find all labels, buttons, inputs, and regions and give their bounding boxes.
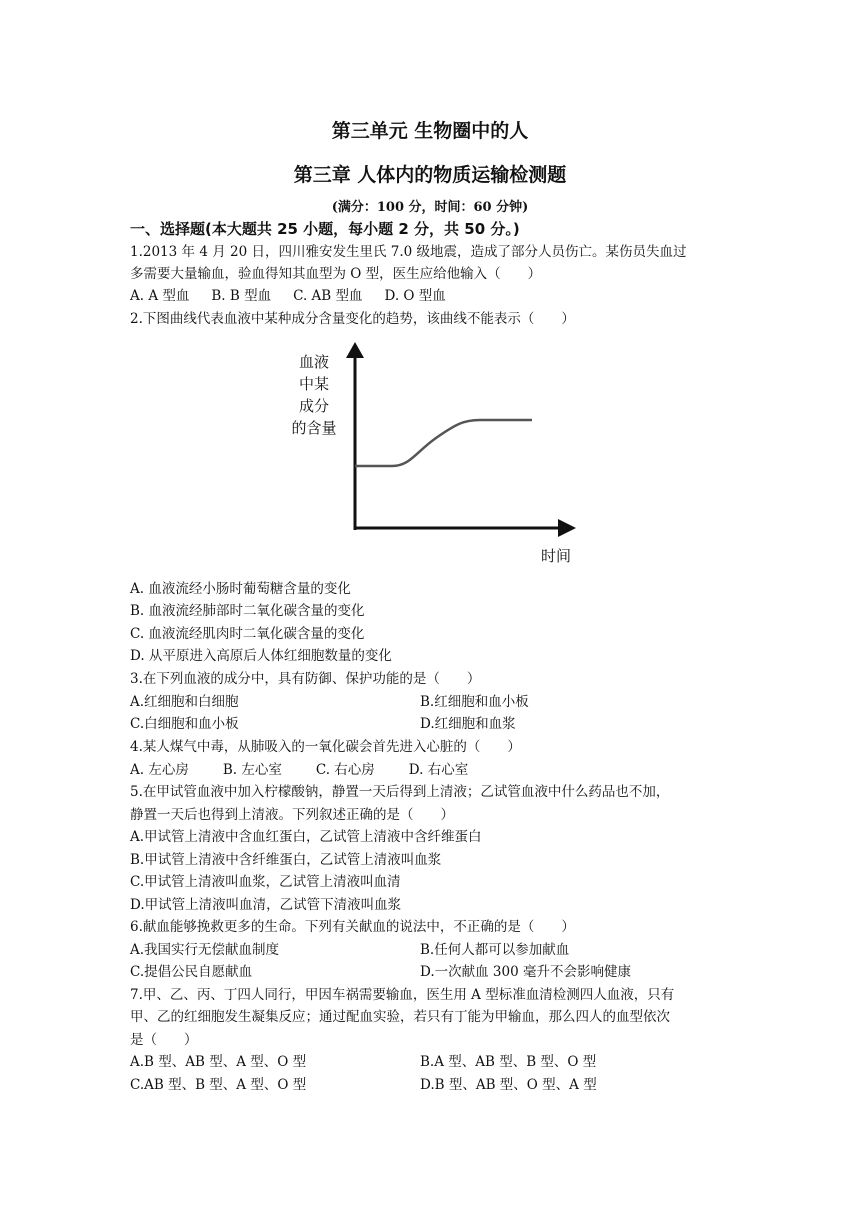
trend-curve	[355, 420, 532, 466]
q7-stem-line2: 甲、乙的红细胞发生凝集反应；通过配血实验，若只有丁能为甲输血，那么四人的血型依次	[130, 1009, 670, 1025]
x-label: 时间	[540, 547, 572, 565]
q6-option-c: C.提倡公民自愿献血	[130, 964, 253, 980]
q4-option-b: B. 左心室	[222, 762, 282, 778]
chapter-title: 第三章 人体内的物质运输检测题	[293, 164, 567, 186]
q7-option-a: A.B 型、AB 型、A 型、O 型	[130, 1054, 307, 1070]
q2-option-a: A. 血液流经小肠时葡萄糖含量的变化	[130, 581, 351, 597]
y-label-line2: 中某	[298, 375, 330, 393]
q4-option-c: C. 右心房	[315, 762, 375, 778]
q7-option-d: D.B 型、AB 型、O 型、A 型	[420, 1077, 597, 1093]
q7-stem-line3: 是（ ）	[130, 1032, 198, 1048]
q1-option-d: D. O 型血	[384, 288, 446, 304]
q1-stem-line2: 多需要大量输血，验血得知其血型为 O 型，医生应给他输入（ ）	[130, 266, 542, 282]
q1-option-b: B. B 型血	[211, 288, 272, 304]
q4-option-a: A. 左心房	[130, 762, 189, 778]
y-label-line4: 的含量	[291, 419, 337, 437]
q1-option-a: A. A 型血	[130, 288, 190, 304]
q6-option-d: D.一次献血 300 毫升不会影响健康	[420, 964, 631, 980]
q1-options	[130, 286, 468, 306]
q4-option-d: D. 右心室	[408, 762, 469, 778]
section-title: 一、选择题(本大题共 25 小题，每小题 2 分，共 50 分。)	[130, 220, 520, 238]
q5-stem-line1: 5.在甲试管血液中加入柠檬酸钠，静置一天后得到上清液；乙试管血液中什么药品也不加，	[130, 784, 670, 800]
q4-options	[130, 760, 490, 780]
q6-stem: 6.献血能够挽救更多的生命。下列有关献血的说法中，不正确的是（ ）	[130, 919, 575, 935]
q3-option-d: D.红细胞和血浆	[420, 716, 516, 732]
q2-option-b: B. 血液流经肺部时二氧化碳含量的变化	[130, 603, 365, 619]
q7-option-b: B.A 型、AB 型、B 型、O 型	[420, 1054, 597, 1070]
q3-option-c: C.白细胞和血小板	[130, 716, 239, 732]
q4-stem: 4.某人煤气中毒，从肺吸入的一氧化碳会首先进入心脏的（ ）	[130, 739, 521, 755]
q7-stem-line1: 7.甲、乙、丙、丁四人同行，甲因车祸需要输血，医生用 A 型标准血清检测四人血液，只有	[130, 987, 675, 1003]
q5-option-d: D.甲试管上清液叫血清，乙试管下清液叫血浆	[130, 897, 402, 913]
q2-stem: 2.下图曲线代表血液中某种成分含量变化的趋势，该曲线不能表示（ ）	[130, 311, 575, 327]
y-axis-arrow	[346, 342, 364, 358]
exam-meta: (满分：100 分，时间：60 分钟)	[331, 200, 529, 215]
q5-option-b: B.甲试管上清液中含纤维蛋白，乙试管上清液叫血浆	[130, 852, 442, 868]
y-label-line3: 成分	[298, 397, 330, 415]
q7-option-c: C.AB 型、B 型、A 型、O 型	[130, 1077, 307, 1093]
q3-stem: 3.在下列血液的成分中，具有防御、保护功能的是（ ）	[130, 671, 481, 687]
q3-option-a: A.红细胞和白细胞	[130, 694, 239, 710]
q1-option-c: C. AB 型血	[293, 288, 363, 304]
q6-option-b: B.任何人都可以参加献血	[420, 942, 570, 958]
content-trend-graph	[280, 340, 590, 570]
q5-option-a: A.甲试管上清液中含血红蛋白，乙试管上清液中含纤维蛋白	[130, 829, 482, 845]
q2-option-c: C. 血液流经肌肉时二氧化碳含量的变化	[130, 626, 365, 642]
x-axis-arrow	[558, 519, 576, 537]
q3-option-b: B.红细胞和血小板	[420, 694, 529, 710]
y-label-line1: 血液	[298, 353, 330, 371]
q6-option-a: A.我国实行无偿献血制度	[130, 942, 280, 958]
q5-stem-line2: 静置一天后也得到上清液。下列叙述正确的是（ ）	[130, 807, 454, 823]
q2-option-d: D. 从平原进入高原后人体红细胞数量的变化	[130, 648, 392, 664]
q5-option-c: C.甲试管上清液叫血浆，乙试管上清液叫血清	[130, 874, 401, 890]
unit-title: 第三单元 生物圈中的人	[331, 120, 529, 142]
q1-stem-line1: 1.2013 年 4 月 20 日，四川雅安发生里氏 7.0 级地震，造成了部分人员伤亡。某伤员失血过	[130, 244, 687, 260]
